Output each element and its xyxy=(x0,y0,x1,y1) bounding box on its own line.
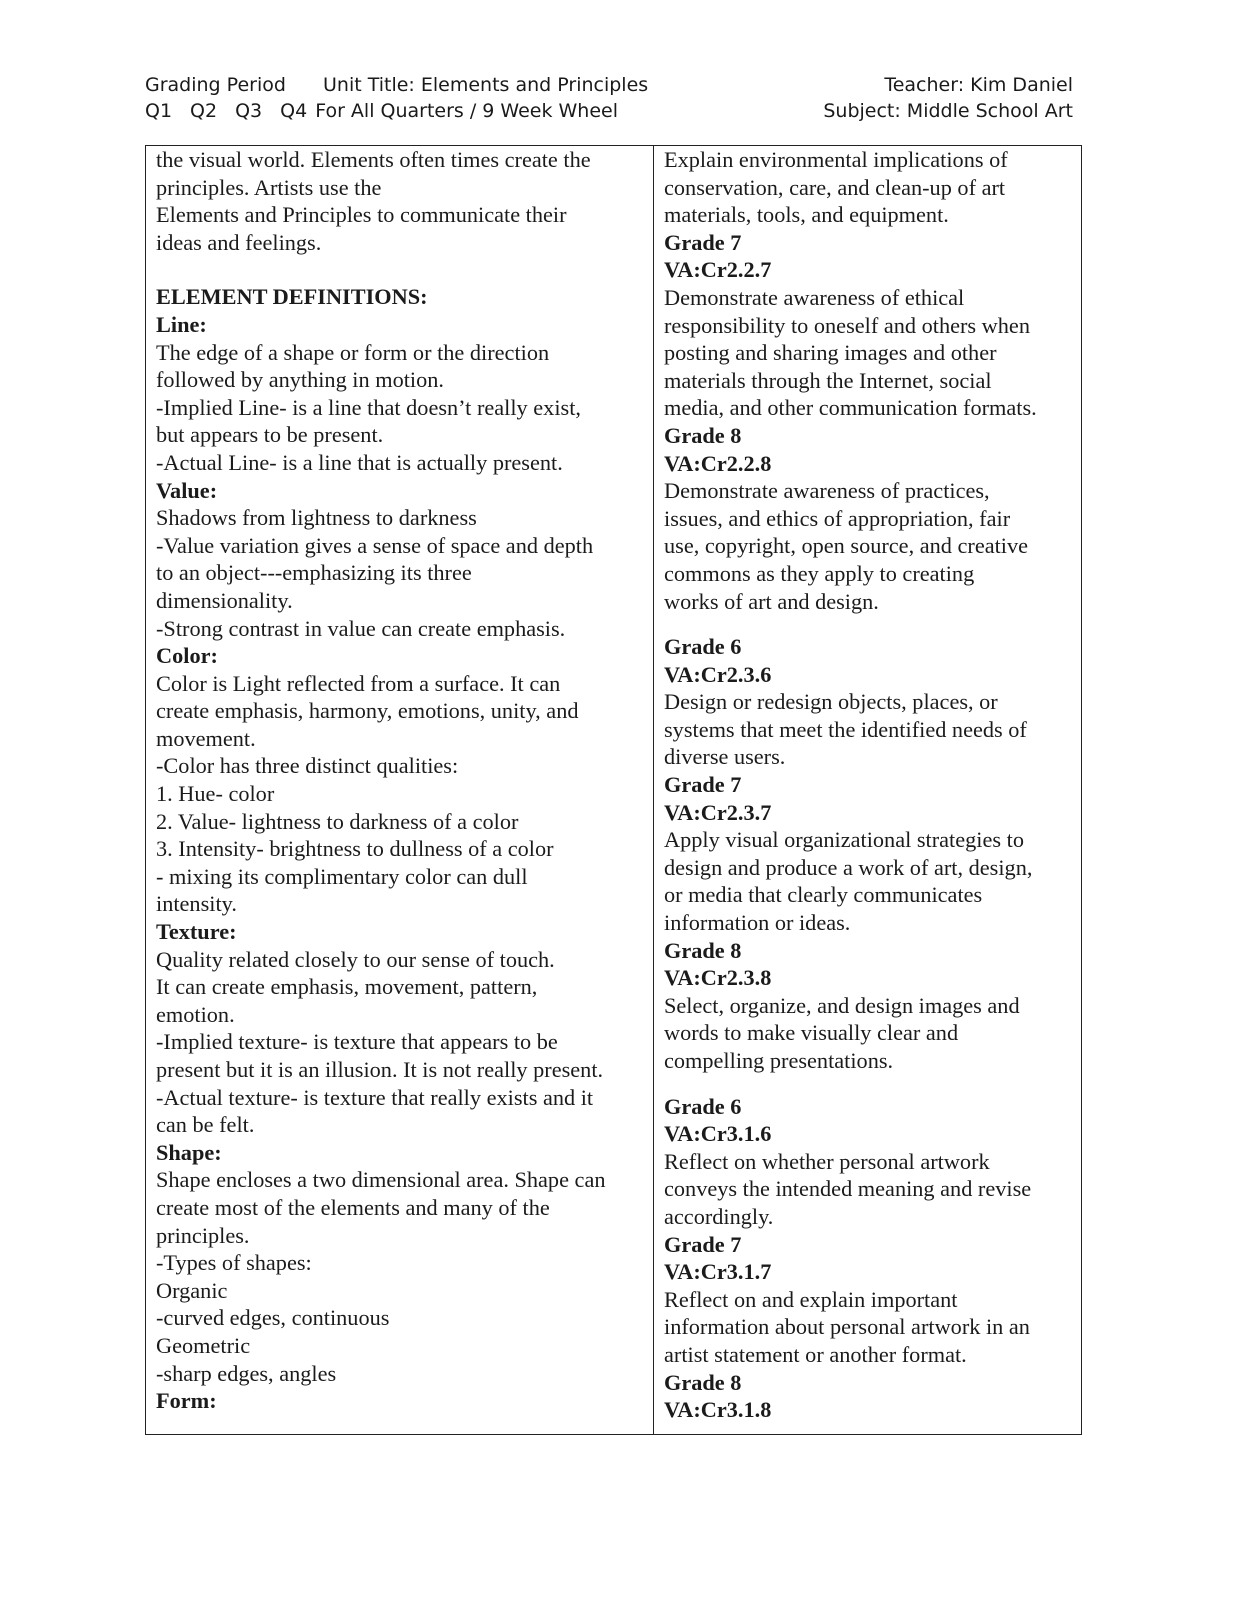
standard-text: media, and other communication formats. xyxy=(664,395,1037,421)
color-text: 2. Value- lightness to darkness of a color xyxy=(156,808,519,834)
quarter-q3: Q3 xyxy=(235,100,263,122)
standard-text: artist statement or another format. xyxy=(664,1341,967,1367)
shape-text: -sharp edges, angles xyxy=(156,1360,337,1386)
color-text: - mixing its complimentary color can dull xyxy=(156,863,528,889)
line-heading: Line: xyxy=(156,311,207,337)
grade-label: Grade 7 xyxy=(664,1231,742,1257)
standard-text: or media that clearly communicates xyxy=(664,882,983,908)
intro-line: Explain environmental implications of xyxy=(664,147,1008,172)
texture-text: -Actual texture- is texture that really exists and it xyxy=(156,1084,594,1110)
unit-title: Unit Title: Elements and Principles xyxy=(323,74,649,96)
texture-text: Quality related closely to our sense of touch. xyxy=(156,946,555,972)
standard-text: Demonstrate awareness of practices, xyxy=(664,478,990,504)
content-table xyxy=(145,145,1082,1435)
standard-text: compelling presentations. xyxy=(664,1048,894,1073)
subject: Subject: Middle School Art xyxy=(823,100,1073,122)
standard-text: Apply visual organizational strategies to xyxy=(664,827,1024,853)
standard-code: VA:Cr3.1.8 xyxy=(664,1397,772,1423)
standard-text: diverse users. xyxy=(664,744,786,770)
intro-line: Elements and Principles to communicate their xyxy=(156,202,567,228)
intro-line: materials, tools, and equipment. xyxy=(664,202,949,228)
standard-text: information about personal artwork in an xyxy=(664,1314,1030,1340)
standard-code: VA:Cr3.1.6 xyxy=(664,1121,772,1147)
spacer xyxy=(156,256,648,283)
intro-line: ideas and feelings. xyxy=(156,229,322,255)
color-text: movement. xyxy=(156,725,256,751)
texture-text: can be felt. xyxy=(156,1112,255,1138)
shape-text: Shape encloses a two dimensional area. Shape can xyxy=(156,1167,606,1193)
standard-text: issues, and ethics of appropriation, fair xyxy=(664,505,1011,531)
quarter-q2: Q2 xyxy=(190,100,218,122)
line-text: The edge of a shape or form or the direction xyxy=(156,339,550,365)
shape-heading: Shape: xyxy=(156,1139,222,1165)
spacer xyxy=(664,1075,1076,1093)
spacer xyxy=(664,615,1076,633)
color-text: Color is Light reflected from a surface. It can xyxy=(156,670,561,696)
color-text: intensity. xyxy=(156,891,237,917)
texture-text: emotion. xyxy=(156,1001,235,1027)
color-text: create emphasis, harmony, emotions, unity, and xyxy=(156,698,579,724)
standard-text: information or ideas. xyxy=(664,910,851,936)
column-divider xyxy=(653,146,654,1434)
intro-line: conservation, care, and clean-up of art xyxy=(664,174,1006,200)
line-text: -Actual Line- is a line that is actually present. xyxy=(156,449,563,475)
color-text: 1. Hue- color xyxy=(156,781,275,807)
standard-code: VA:Cr2.3.7 xyxy=(664,799,772,825)
value-text: -Strong contrast in value can create emphasis. xyxy=(156,615,566,641)
grade-label: Grade 8 xyxy=(664,1369,742,1395)
value-text: -Value variation gives a sense of space and depth xyxy=(156,532,594,558)
grade-label: Grade 6 xyxy=(664,634,742,660)
shape-text: principles. xyxy=(156,1222,250,1248)
left-column xyxy=(156,146,648,1415)
value-text: to an object---emphasizing its three xyxy=(156,560,472,586)
grade-label: Grade 7 xyxy=(664,772,742,798)
intro-line: the visual world. Elements often times create the xyxy=(156,147,591,172)
grade-label: Grade 8 xyxy=(664,422,742,448)
standard-text: conveys the intended meaning and revise xyxy=(664,1176,1032,1202)
shape-text: -curved edges, continuous xyxy=(156,1305,390,1331)
color-text: 3. Intensity- brightness to dullness of a color xyxy=(156,836,554,862)
standard-code: VA:Cr2.3.8 xyxy=(664,965,772,991)
color-heading: Color: xyxy=(156,643,218,669)
standard-text: Demonstrate awareness of ethical xyxy=(664,284,965,310)
shape-text: create most of the elements and many of the xyxy=(156,1194,550,1220)
standard-text: accordingly. xyxy=(664,1203,774,1229)
standard-text: systems that meet the identified needs of xyxy=(664,716,1027,742)
color-text: -Color has three distinct qualities: xyxy=(156,753,459,779)
standard-text: commons as they apply to creating xyxy=(664,560,975,586)
standard-code: VA:Cr3.1.7 xyxy=(664,1259,772,1285)
shape-text: Organic xyxy=(156,1277,228,1303)
standard-text: Design or redesign objects, places, or xyxy=(664,689,998,715)
shape-text: -Types of shapes: xyxy=(156,1250,312,1276)
grade-label: Grade 7 xyxy=(664,229,742,255)
definitions-heading: ELEMENT DEFINITIONS: xyxy=(156,284,428,310)
texture-text: -Implied texture- is texture that appears to be xyxy=(156,1029,558,1055)
value-text: dimensionality. xyxy=(156,587,293,613)
standard-text: words to make visually clear and xyxy=(664,1020,959,1046)
value-heading: Value: xyxy=(156,477,218,503)
line-text: but appears to be present. xyxy=(156,422,384,448)
standard-text: works of art and design. xyxy=(664,588,879,614)
texture-text: present but it is an illusion. It is not really present. xyxy=(156,1057,604,1082)
standard-code: VA:Cr2.2.7 xyxy=(664,257,772,283)
standard-code: VA:Cr2.3.6 xyxy=(664,661,772,687)
intro-line: principles. Artists use the xyxy=(156,174,382,200)
line-text: followed by anything in motion. xyxy=(156,367,444,393)
grading-period-label: Grading Period xyxy=(145,74,286,96)
texture-heading: Texture: xyxy=(156,919,237,945)
standard-text: Reflect on whether personal artwork xyxy=(664,1148,990,1174)
standard-text: responsibility to oneself and others when xyxy=(664,312,1030,338)
quarter-q1: Q1 xyxy=(145,100,173,122)
teacher-name: Teacher: Kim Daniel xyxy=(884,74,1073,96)
form-heading: Form: xyxy=(156,1388,217,1414)
grade-label: Grade 8 xyxy=(664,937,742,963)
standard-text: use, copyright, open source, and creative xyxy=(664,533,1029,559)
shape-text: Geometric xyxy=(156,1332,251,1358)
standard-text: design and produce a work of art, design, xyxy=(664,854,1033,880)
standard-text: materials through the Internet, social xyxy=(664,367,992,393)
texture-text: It can create emphasis, movement, pattern, xyxy=(156,974,538,1000)
value-text: Shadows from lightness to darkness xyxy=(156,505,477,531)
quarter-row xyxy=(145,98,618,124)
right-column xyxy=(664,146,1076,1424)
standard-text: Reflect on and explain important xyxy=(664,1286,958,1312)
standard-text: Select, organize, and design images and xyxy=(664,992,1020,1018)
quarter-q4: Q4 xyxy=(280,100,308,122)
line-text: -Implied Line- is a line that doesn’t really exist, xyxy=(156,394,581,420)
standard-text: posting and sharing images and other xyxy=(664,340,997,366)
standard-code: VA:Cr2.2.8 xyxy=(664,450,772,476)
quarters-note: For All Quarters / 9 Week Wheel xyxy=(315,100,618,122)
grade-label: Grade 6 xyxy=(664,1093,742,1119)
